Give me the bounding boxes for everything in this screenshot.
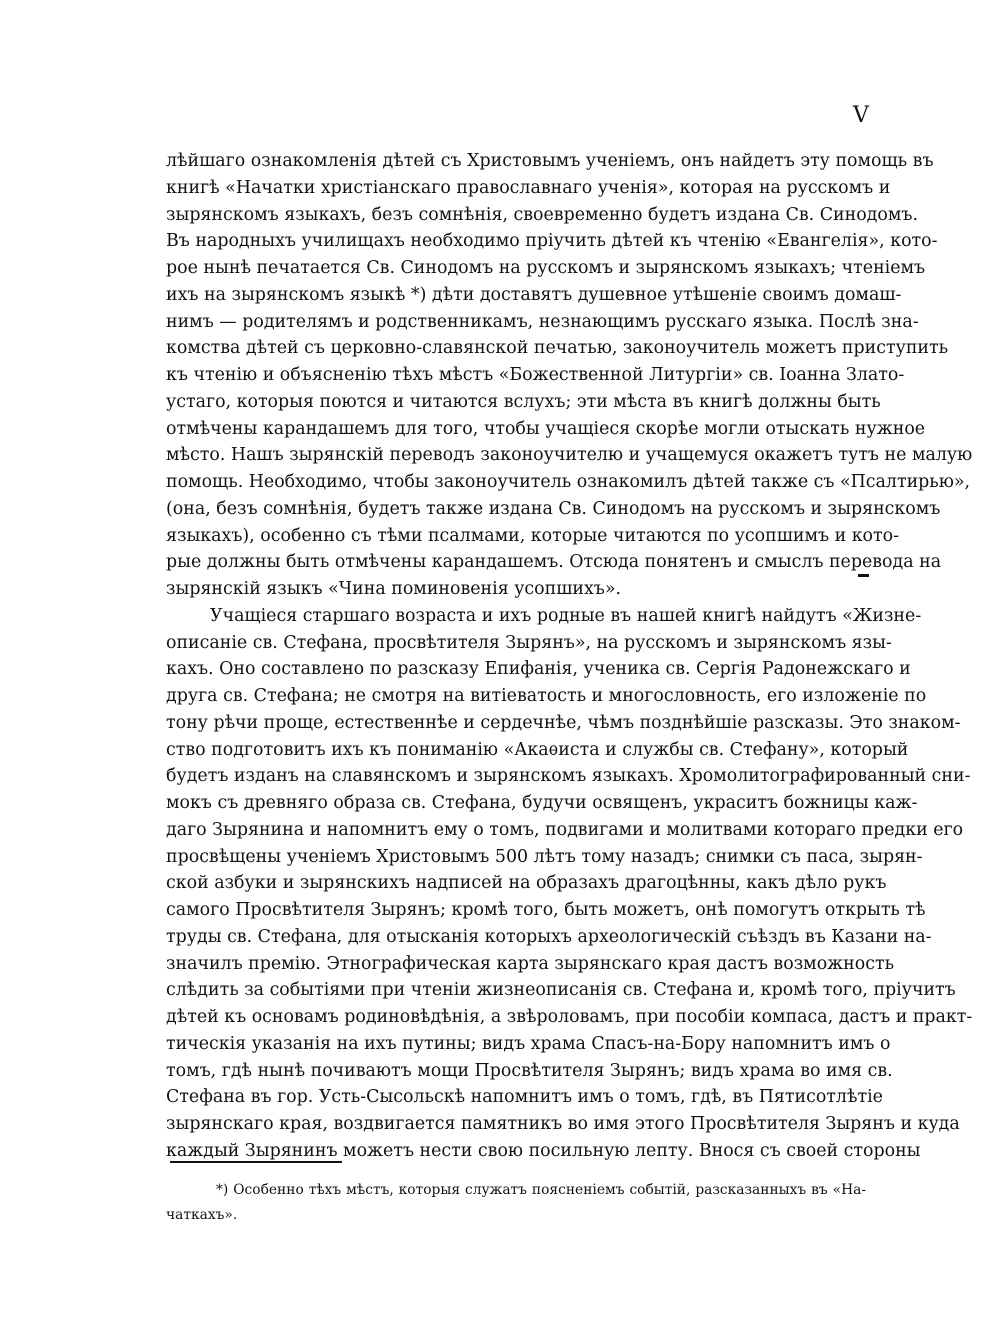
text-line: мокъ съ древняго образа св. Стефана, будучи освященъ, украситъ божницы каж- [166, 793, 918, 813]
paragraph-1 [166, 148, 973, 603]
text-line: Въ народныхъ училищахъ необходимо пріучить дѣтей къ чтенію «Евангелія», кото- [166, 231, 938, 252]
text-line: лѣйшаго ознакомленія дѣтей съ Христовымъ ученіемъ, онъ найдетъ эту помощь въ [166, 151, 934, 171]
text-line: зырянскій языкъ «Чина поминовенія усопшихъ». [166, 579, 622, 599]
text-line: даго Зырянина и напомнитъ ему о томъ, подвигами и молитвами котораго предки его [166, 819, 964, 840]
text-line: языкахъ), особенно съ тѣми псалмами, которые читаются по усопшимъ и кото- [166, 525, 899, 546]
text-line: рые должны быть отмѣчены карандашемъ. Отсюда понятенъ и смыслъ перевода на [166, 552, 942, 573]
paragraph-2 [166, 603, 973, 1165]
footnote-divider [170, 1161, 342, 1163]
footnote-line: *) Особенно тѣхъ мѣстъ, которыя служатъ поясненіемъ событій, разсказанныхъ въ «На- [216, 1182, 866, 1198]
text-line: рое нынѣ печатается Св. Синодомъ на русскомъ и зырянскомъ языкахъ; чтеніемъ [166, 258, 926, 278]
text-line: ской азбуки и зырянскихъ надписей на образахъ драгоцѣнны, какъ дѣло рукъ [166, 873, 887, 894]
text-line: каждый Зырянинъ можетъ нести свою посильную лепту. Внося съ своей стороны [166, 1140, 921, 1161]
footnote [166, 1178, 866, 1228]
text-line: просвѣщены ученіемъ Христовымъ 500 лѣтъ тому назадъ; снимки съ паса, зырян- [166, 846, 923, 867]
text-line: Стефана въ гор. Усть-Сысольскѣ напомнитъ имъ о томъ, гдѣ, въ Пятисотлѣтіе [166, 1087, 883, 1108]
text-line: кахъ. Оно составлено по разсказу Епифанія, ученика св. Сергія Радонежскаго и [166, 659, 911, 680]
footnote-line: чаткахъ». [166, 1207, 238, 1223]
text-line: (она, безъ сомнѣнія, будетъ также издана Св. Синодомъ на русскомъ и зырянскомъ [166, 498, 941, 519]
text-line: слѣдить за событіями при чтеніи жизнеописанія св. Стефана и, кромѣ того, пріучитъ [166, 980, 956, 1001]
text-line: дѣтей къ основамъ родиновѣдѣнія, а звѣроловамъ, при пособіи компаса, дастъ и практ- [166, 1007, 973, 1027]
main-text [166, 148, 973, 1165]
page-number: V [853, 103, 869, 128]
text-line: нимъ — родителямъ и родственникамъ, незнающимъ русскаго языка. Послѣ зна- [166, 311, 919, 332]
text-line: отмѣчены карандашемъ для того, чтобы учащіеся скорѣе могли отыскать нужное [166, 418, 926, 439]
text-line: къ чтенію и объясненію тѣхъ мѣстъ «Божественной Литургіи» св. Іоанна Злато- [166, 365, 905, 385]
text-line: ство подготовитъ ихъ къ пониманію «Акаѳиста и службы св. Стефану», который [166, 739, 909, 760]
text-line: будетъ изданъ на славянскомъ и зырянскомъ языкахъ. Хромолитографированный сни- [166, 766, 971, 787]
text-line: книгѣ «Начатки христіанскаго православнаго ученія», которая на русскомъ и [166, 177, 891, 198]
text-line: значилъ премію. Этнографическая карта зырянскаго края дастъ возможность [166, 953, 895, 974]
text-line: устаго, которыя поются и читаются вслухъ; эти мѣста въ книгѣ должны быть [166, 391, 881, 412]
text-line: комства дѣтей съ церковно-славянской печатью, законоучитель можетъ приступить [166, 338, 949, 359]
text-line: Учащіеся старшаго возраста и ихъ родные въ нашей книгѣ найдутъ «Жизне- [210, 605, 922, 626]
text-line: зырянскаго края, воздвигается памятникъ во имя этого Просвѣтителя Зырянъ и куда [166, 1114, 960, 1134]
text-line: тону рѣчи проще, естественнѣе и сердечнѣе, чѣмъ позднѣйшіе разсказы. Это знаком- [166, 712, 961, 733]
text-line: помощь. Необходимо, чтобы законоучитель ознакомилъ дѣтей также съ «Псалтирью», [166, 472, 971, 492]
text-line: зырянскомъ языкахъ, безъ сомнѣнія, своевременно будетъ издана Св. Синодомъ. [166, 204, 918, 225]
text-line: тическія указанія на ихъ путины; видъ храма Спасъ-на-Бору напомнитъ имъ о [166, 1033, 891, 1054]
text-line: труды св. Стефана, для отысканія которыхъ археологическій съѣздъ въ Казани на- [166, 926, 932, 947]
text-line: описаніе св. Стефана, просвѣтителя Зырянъ», на русскомъ и зырянскомъ язы- [166, 632, 892, 653]
text-line: друга св. Стефана; не смотря на витіеватость и многословность, его изложеніе по [166, 686, 927, 706]
text-line: ихъ на зырянскомъ языкѣ *) дѣти доставятъ душевное утѣшеніе своимъ домаш- [166, 284, 902, 305]
text-line: томъ, гдѣ нынѣ почиваютъ мощи Просвѣтителя Зырянъ; видъ храма во имя св. [166, 1060, 893, 1081]
text-line: мѣсто. Нашъ зырянскій переводъ законоучителю и учащемуся окажетъ тутъ не малую [166, 445, 973, 466]
text-line: самого Просвѣтителя Зырянъ; кромѣ того, быть можетъ, онѣ помогутъ открыть тѣ [166, 900, 926, 920]
margin-mark [858, 574, 869, 577]
